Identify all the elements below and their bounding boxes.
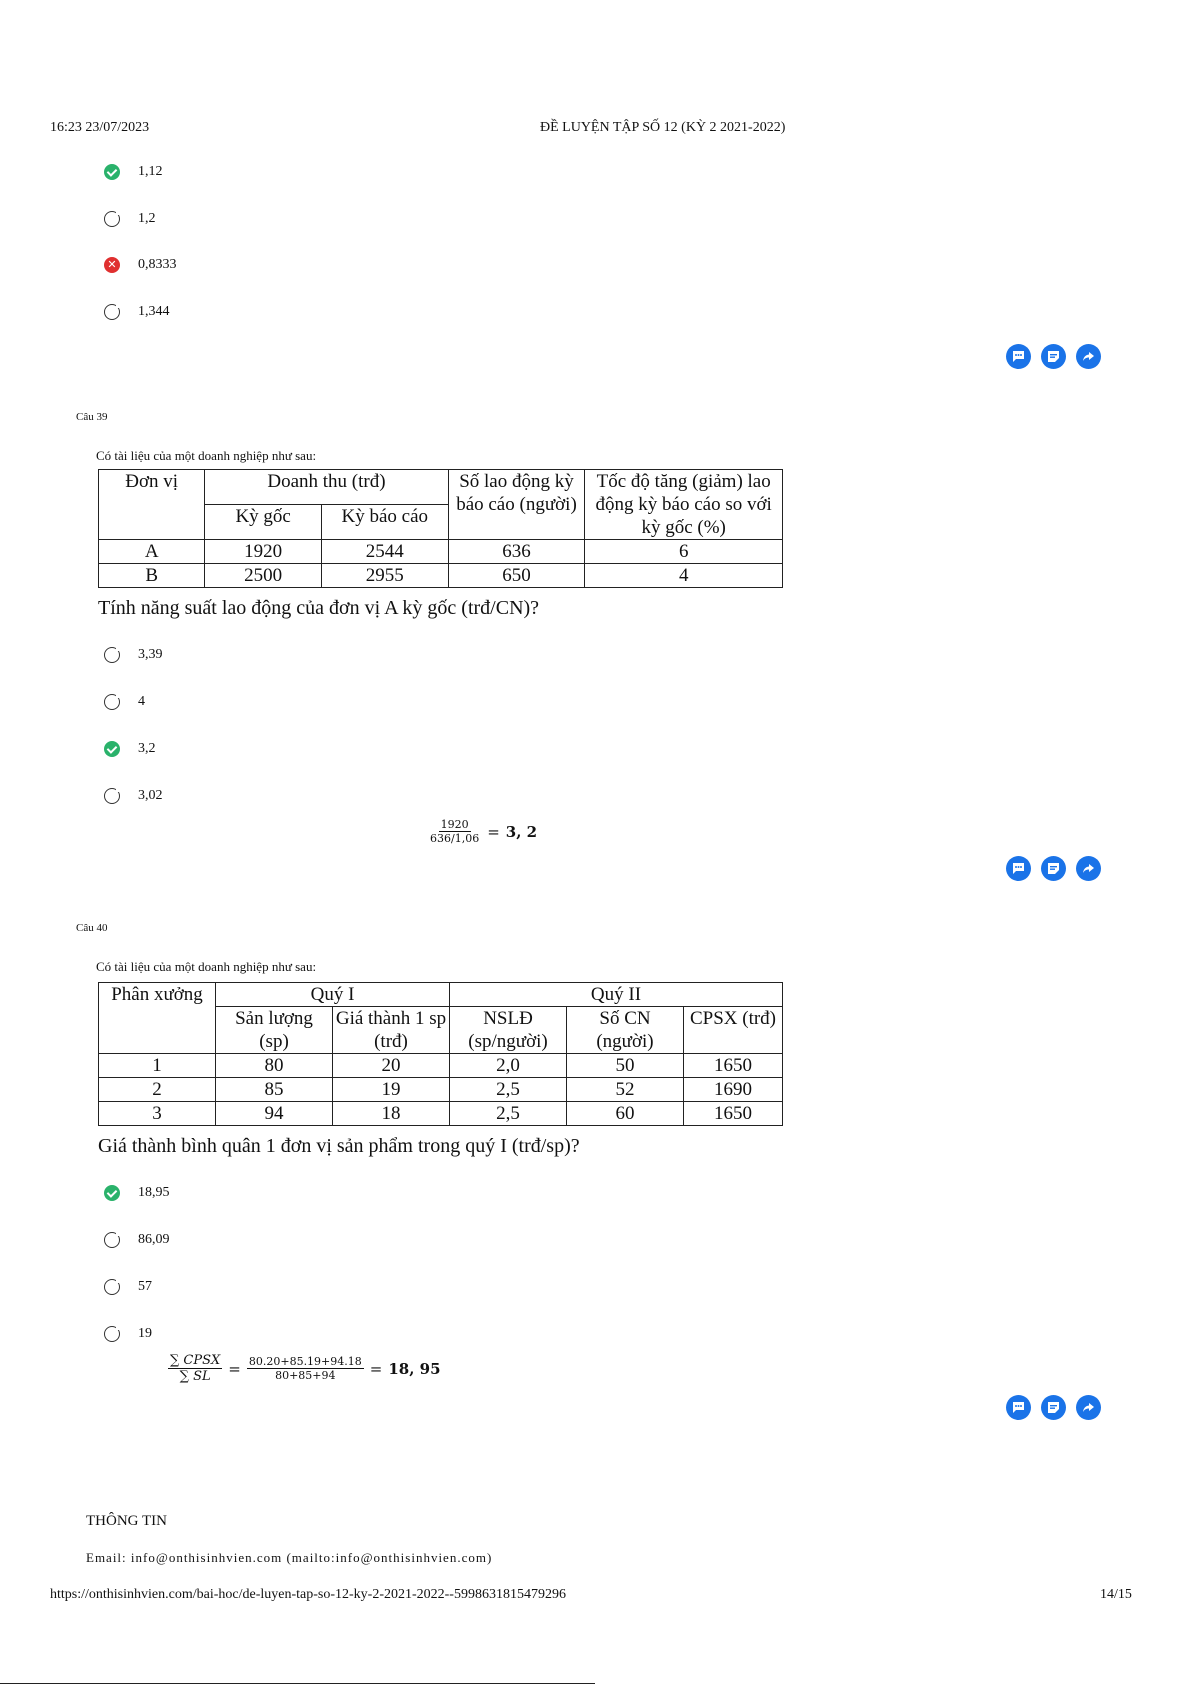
option-label: 1,12 [138,164,163,179]
question-actions [1006,1395,1101,1420]
denominator: 80+85+94 [275,1369,336,1382]
table-cell: 3 [99,1102,216,1126]
table-cell: 60 [567,1102,684,1126]
answer-option[interactable] [104,1277,152,1297]
answer-option[interactable] [104,162,163,182]
share-button[interactable] [1076,856,1101,881]
footer-email-link[interactable]: Email: info@onthisinhvien.com (mailto:info@onthisinhvien.com) [86,1550,493,1565]
table-cell: A [99,540,205,564]
question-number: Câu 40 [76,922,108,934]
question-number: Câu 39 [76,411,108,423]
option-label: 3,2 [138,741,156,756]
comment-icon [1012,1401,1025,1414]
table-cell: 50 [567,1054,684,1078]
solution-formula [428,818,537,845]
option-label: 18,95 [138,1185,170,1200]
share-icon [1082,350,1095,363]
radio-icon [104,211,120,227]
table-cell: 1920 [205,540,322,564]
table-cell: 94 [216,1102,333,1126]
note-button[interactable] [1041,856,1066,881]
comment-icon [1012,862,1025,875]
question-intro: Có tài liệu của một doanh nghiệp như sau: [96,448,317,463]
table-cell: 636 [448,540,585,564]
page-number: 14/15 [1100,1587,1132,1602]
table-cell: 19 [333,1078,450,1102]
correct-check-icon [104,1185,120,1201]
header-workshop: Phân xưởng [99,983,216,1054]
option-label: 57 [138,1279,152,1294]
divider [0,1683,595,1684]
comment-button[interactable] [1006,856,1031,881]
option-label: 0,8333 [138,257,177,272]
radio-icon [104,647,120,663]
radio-icon [104,1232,120,1248]
header-q1: Quý I [216,983,450,1007]
denominator: ∑ SL [179,1369,211,1384]
table-cell: 1650 [684,1102,783,1126]
share-button[interactable] [1076,344,1101,369]
solution-result: 3, 2 [505,822,538,841]
answer-option[interactable] [104,209,156,229]
radio-icon [104,1279,120,1295]
table-cell: 20 [333,1054,450,1078]
data-table [98,469,783,588]
answer-option[interactable] [104,692,145,712]
footer-title: THÔNG TIN [86,1513,167,1529]
header-unit: Đơn vị [99,470,205,540]
table-cell: 1 [99,1054,216,1078]
answer-option[interactable] [104,302,170,322]
fraction [247,1355,364,1382]
option-label: 1,2 [138,211,156,226]
numerator: ∑ CPSX [170,1353,221,1368]
radio-icon [104,1326,120,1342]
option-label: 1,344 [138,304,170,319]
comment-button[interactable] [1006,1395,1031,1420]
table-row [99,540,783,564]
table-row [99,1078,783,1102]
document-title: ĐỀ LUYỆN TẬP SỐ 12 (KỲ 2 2021-2022) [540,120,786,135]
radio-icon [104,788,120,804]
print-datetime: 16:23 23/07/2023 [50,120,150,135]
table-cell: 1650 [684,1054,783,1078]
answer-option[interactable] [104,1324,152,1344]
header-q2: Quý II [450,983,783,1007]
equals-sign: = [369,1359,383,1378]
table-cell: 1690 [684,1078,783,1102]
comment-icon [1012,350,1025,363]
solution-formula [168,1353,441,1384]
answer-option[interactable] [104,1183,170,1203]
option-label: 86,09 [138,1232,170,1247]
table-cell: 6 [585,540,783,564]
share-icon [1082,862,1095,875]
note-button[interactable] [1041,1395,1066,1420]
option-label: 19 [138,1326,152,1341]
option-label: 4 [138,694,145,709]
table-cell: 2,5 [450,1102,567,1126]
radio-icon [104,304,120,320]
table-row [99,1102,783,1126]
share-button[interactable] [1076,1395,1101,1420]
note-button[interactable] [1041,344,1066,369]
header-base: Kỳ gốc [205,505,322,540]
page-url: https://onthisinhvien.com/bai-hoc/de-luyen-tap-so-12-ky-2-2021-2022--5998631815479296 [50,1587,566,1602]
table-cell: 85 [216,1078,333,1102]
numerator: 80.20+85.19+94.18 [248,1355,362,1368]
table-row [99,564,783,588]
header-workers: Số CN (người) [567,1007,684,1054]
question-actions [1006,344,1101,369]
denominator: 636/1,06 [430,832,480,845]
table-cell: 2,0 [450,1054,567,1078]
question-text: Tính năng suất lao động của đơn vị A kỳ gốc (trđ/CN)? [98,597,540,619]
fraction [428,818,481,845]
numerator: 1920 [440,818,469,831]
header-growth: Tốc độ tăng (giảm) lao động kỳ báo cáo so với kỳ gốc (%) [585,470,783,540]
data-table [98,982,783,1126]
table-row [99,1054,783,1078]
header-cost: CPSX (trđ) [684,1007,783,1054]
share-icon [1082,1401,1095,1414]
wrong-cross-icon: ✕ [104,257,120,273]
table-cell: 2955 [321,564,448,588]
answer-option[interactable] [104,786,163,806]
header-unitcost: Giá thành 1 sp (trđ) [333,1007,450,1054]
equals-sign: = [228,1359,241,1378]
correct-check-icon [104,164,120,180]
radio-icon [104,694,120,710]
solution-result: 18, 95 [388,1359,441,1378]
table-cell: 650 [448,564,585,588]
correct-check-icon [104,741,120,757]
table-cell: 4 [585,564,783,588]
header-productivity: NSLĐ (sp/người) [450,1007,567,1054]
note-icon [1047,862,1060,875]
table-cell: 2500 [205,564,322,588]
fraction [168,1353,222,1384]
option-label: 3,02 [138,788,163,803]
table-cell: 52 [567,1078,684,1102]
table-cell: 2,5 [450,1078,567,1102]
table-cell: 2 [99,1078,216,1102]
answer-option[interactable] [104,1230,170,1250]
table-cell: 80 [216,1054,333,1078]
header-revenue: Doanh thu (trđ) [205,470,448,505]
note-icon [1047,1401,1060,1414]
header-output: Sản lượng (sp) [216,1007,333,1054]
table-cell: B [99,564,205,588]
answer-option[interactable] [104,255,177,275]
header-report: Kỳ báo cáo [321,505,448,540]
option-label: 3,39 [138,647,163,662]
note-icon [1047,350,1060,363]
comment-button[interactable] [1006,344,1031,369]
question-text: Giá thành bình quân 1 đơn vị sản phẩm trong quý I (trđ/sp)? [98,1135,580,1157]
answer-option[interactable] [104,645,163,665]
table-cell: 18 [333,1102,450,1126]
header-labor: Số lao động kỳ báo cáo (người) [448,470,585,540]
question-actions [1006,856,1101,881]
question-intro: Có tài liệu của một doanh nghiệp như sau: [96,959,317,974]
equals-sign: = [487,822,500,841]
table-cell: 2544 [321,540,448,564]
answer-option[interactable] [104,739,156,759]
